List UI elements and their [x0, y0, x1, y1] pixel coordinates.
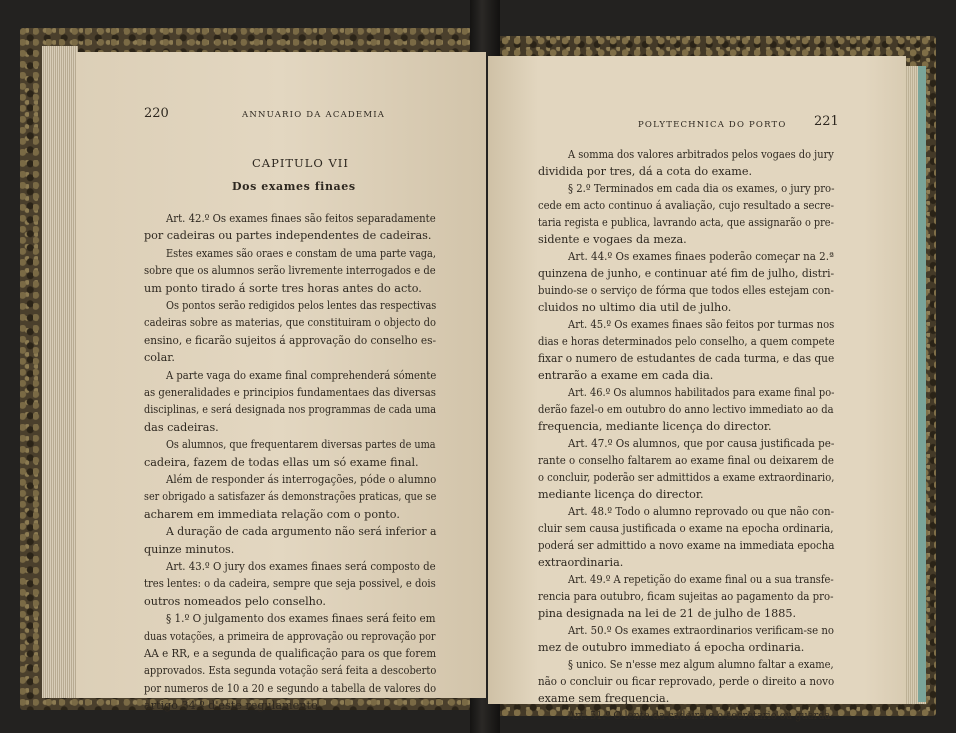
text-line: cluidos no ultimo dia util de julho. [538, 301, 732, 314]
text-line: Além de responder ás interrogações, póde o alumno [166, 473, 437, 486]
text-line: A somma dos valores arbitrados pelos vogaes do jury [568, 148, 834, 161]
text-line: artigo 34.º d'este regulamento. [144, 699, 322, 713]
text-line: § unico. Se n'esse mez algum alumno faltar a exame, [568, 658, 834, 671]
section-title: Dos exames finaes [232, 180, 356, 193]
text-line: Art. 51.º O lente da cadeira e o secretario ou guarda- [568, 709, 834, 722]
text-line: colar. [144, 351, 175, 365]
text-line: tres lentes: o da cadeira, sempre que seja possivel, e dois [144, 577, 436, 591]
text-line: Art. 48.º Todo o alumno reprovado ou que não con- [568, 505, 835, 518]
text-line: taria regista e publica, lavrando acta, que assignarão o pre- [538, 216, 834, 229]
text-line: derão fazel-o em outubro do anno lectivo immediato ao da [538, 403, 834, 416]
page-edge-tint [918, 66, 926, 702]
text-line: sobre que os alumnos serão livremente interrogados e de [144, 264, 436, 278]
text-line: Art. 43.º O jury dos exames finaes será composto de [166, 560, 436, 573]
text-line: extraordinaria. [538, 556, 624, 569]
text-line: um ponto tirado á sorte tres horas antes do acto. [144, 281, 422, 295]
text-line: Os alumnos, que frequentarem diversas partes de uma [166, 438, 436, 452]
text-line: quinzena de junho, e continuar até fim de julho, distri- [538, 267, 835, 280]
page-number: 221 [814, 114, 839, 129]
text-line: dividida por tres, dá a cota do exame. [538, 165, 753, 178]
text-line: Os pontos serão redigidos pelos lentes das respectivas [166, 299, 437, 312]
text-line: Art. 46.º Os alumnos habilitados para exame final po- [568, 386, 835, 399]
text-line: approvados. Esta segunda votação será feita a descoberto [144, 664, 437, 678]
text-line: rante o conselho faltarem ao exame final ou deixarem de [538, 454, 834, 467]
text-line: buindo-se o serviço de fórma que todos elles estejam con- [538, 284, 834, 297]
text-line: poderá ser admittido a novo exame na immediata epocha [538, 539, 835, 552]
text-line: Art. 49.º A repetição do exame final ou a sua transfe- [568, 573, 834, 586]
text-line: outros nomeados pelo conselho. [144, 594, 326, 608]
text-line: das cadeiras. [144, 420, 219, 434]
text-line: sidente e vogaes da meza. [538, 233, 687, 246]
text-line: cede em acto continuo á avaliação, cujo resultado a secre- [538, 199, 835, 212]
text-line: A parte vaga do exame final comprehenderá sómente [166, 368, 437, 382]
text-line: ser obrigado a satisfazer ás demonstrações praticas, que se [144, 490, 437, 504]
text-line: não o concluir ou ficar reprovado, perde o direito a novo [538, 675, 835, 688]
text-line: frequencia, mediante licença do director. [538, 420, 772, 433]
page-number: 220 [144, 106, 169, 121]
page-edges-left [42, 46, 78, 698]
text-line: Art. 45.º Os exames finaes são feitos por turmas nos [568, 318, 835, 331]
text-line: entrarão a exame em cada dia. [538, 369, 714, 382]
right-page [488, 56, 906, 722]
text-line: disciplinas, e será designada nos programmas de cada uma [144, 403, 437, 417]
text-line: A duração de cada argumento não será inferior a [166, 525, 437, 539]
text-line: cadeiras sobre as materias, que constituiram o objecto do [144, 316, 437, 330]
text-line: AA e RR, e a segunda de qualificação para os que forem [144, 647, 437, 660]
text-line: quinze minutos. [144, 542, 235, 556]
text-line: Art. 47.º Os alumnos, que por causa justificada pe- [568, 437, 835, 450]
text-line: Art. 50.º Os exames extraordinarios verificam-se no [568, 624, 834, 637]
text-line: por numeros de 10 a 20 e segundo a tabella de valores do [144, 681, 437, 695]
text-line: o concluir, poderão ser admittidos a exame extraordinario, [538, 471, 835, 484]
text-line: cadeira, fazem de todas ellas um só exame final. [144, 455, 419, 469]
text-line: fixar o numero de estudantes de cada turma, e das que [538, 352, 835, 365]
running-head: ANNUARIO DA ACADEMIA [242, 110, 386, 120]
text-line: cluir sem causa justificada o exame na epocha ordinaria, [538, 522, 834, 535]
text-line: § 2.º Terminados em cada dia os exames, o jury pro- [568, 182, 835, 195]
chapter-heading: CAPITULO VII [252, 156, 349, 170]
text-line: por cadeiras ou partes independentes de cadeiras. [144, 229, 432, 243]
text-line: Estes exames são oraes e constam de uma parte vaga, [166, 246, 436, 260]
text-line: Art. 42.º Os exames finaes são feitos separadamente [166, 212, 436, 225]
text-line: pina designada na lei de 21 de julho de 1885. [538, 607, 797, 620]
running-head: POLYTECHNICA DO PORTO [638, 120, 787, 130]
left-page [76, 52, 486, 713]
text-line: mez de outubro immediato á epocha ordinaria. [538, 641, 805, 654]
text-line: rencia para outubro, ficam sujeitas ao pagamento da pro- [538, 590, 834, 603]
text-line: acharem em immediata relação com o ponto. [144, 507, 400, 521]
text-line: dias e horas determinados pelo conselho, a quem compete [538, 335, 835, 348]
text-line: mediante licença do director. [538, 488, 704, 501]
text-line: Art. 44.º Os exames finaes poderão começar na 2.ª [568, 250, 834, 263]
text-line: ensino, e ficarão sujeitos á approvação do conselho es- [144, 333, 437, 347]
text-line: as generalidades e principios fundamentaes das diversas [144, 386, 436, 399]
text-line: § 1.º O julgamento dos exames finaes será feito em [166, 612, 436, 626]
text-line: exame sem frequencia. [538, 692, 670, 705]
text-line: duas votações, a primeira de approvação ou reprovação por [144, 629, 436, 643]
